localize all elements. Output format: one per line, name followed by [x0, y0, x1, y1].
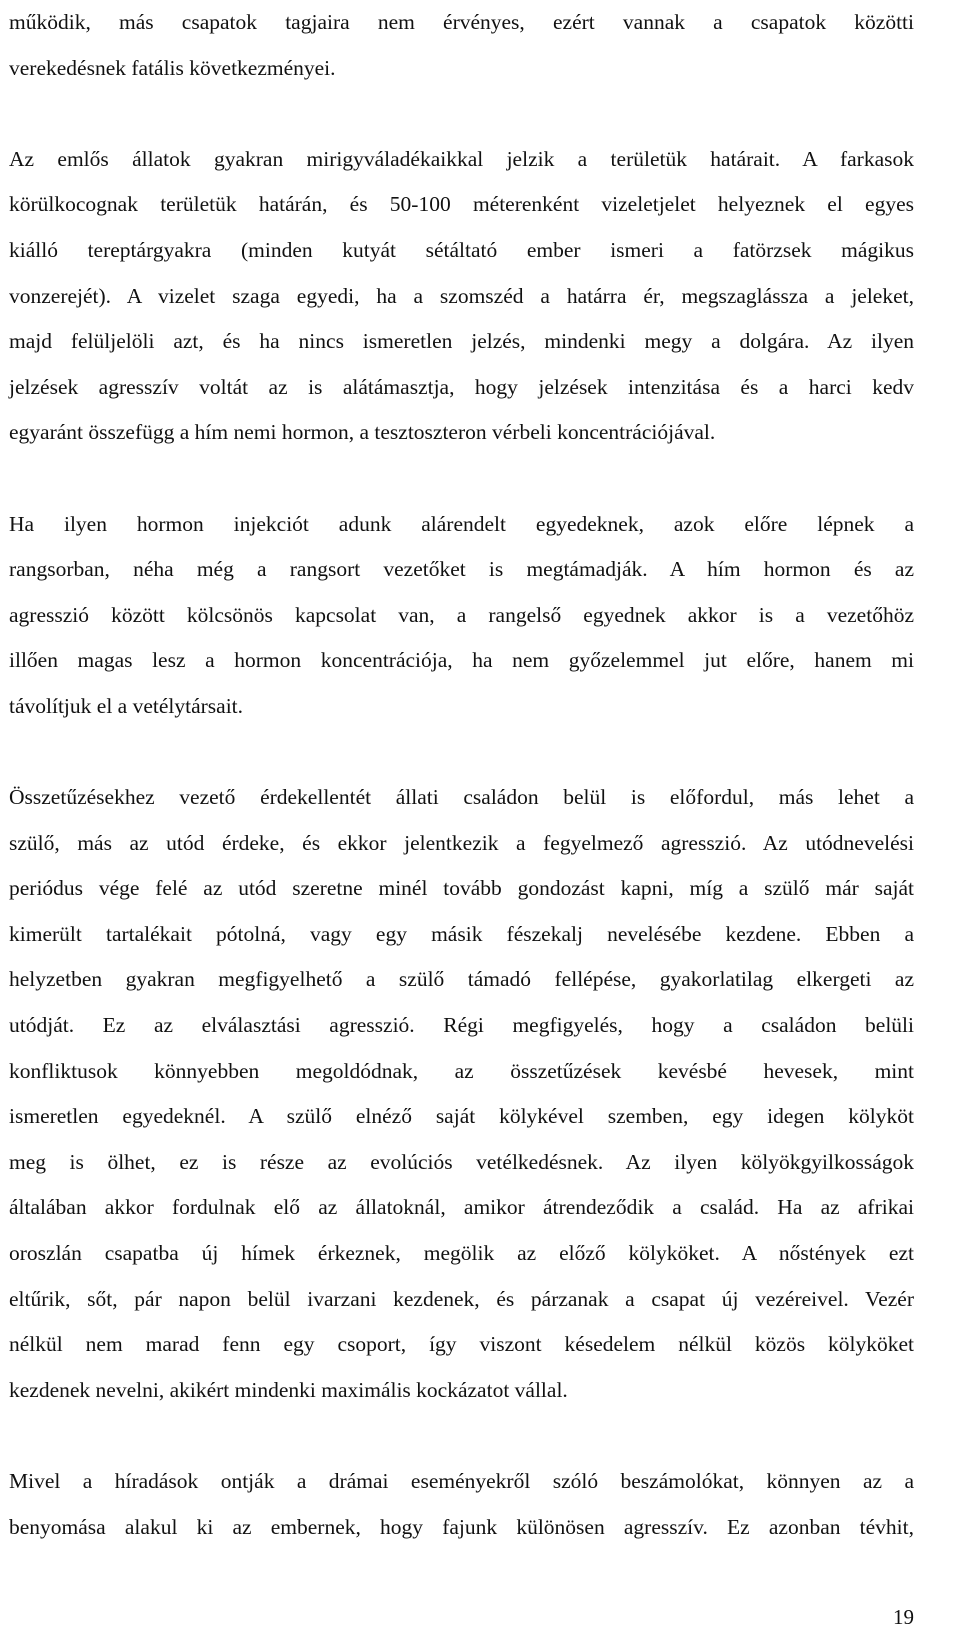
- text-line: nélkül nem marad fenn egy csoport, így viszont késedelem nélkül közös kölyköket: [9, 1332, 914, 1357]
- text-line: távolítjuk el a vetélytársait.: [9, 693, 244, 718]
- paragraph-1: [9, 0, 914, 91]
- text-line: Az emlős állatok gyakran mirigyváladékaikkal jelzik a területük határait. A farkasok: [9, 146, 914, 171]
- text-line: Ha ilyen hormon injekciót adunk alárendelt egyedeknek, azok előre lépnek a: [9, 511, 914, 536]
- text-line: rangsorban, néha még a rangsort vezetőket is megtámadják. A hím hormon és az: [9, 557, 914, 582]
- text-line: Összetűzésekhez vezető érdekellentét állati családon belül is előfordul, más lehet a: [9, 785, 914, 810]
- page-number: 19: [893, 1605, 914, 1629]
- text-line: jelzések agresszív voltát az is alátámasztja, hogy jelzések intenzitása és a harci kedv: [9, 374, 914, 399]
- text-line: ismeretlen egyedeknél. A szülő elnéző saját kölykével szemben, egy idegen kölyköt: [9, 1104, 914, 1129]
- body-text: [9, 0, 914, 1550]
- text-line: kiálló tereptárgyakra (minden kutyát sétáltató ember ismeri a fatörzsek mágikus: [9, 237, 914, 262]
- text-line: egyaránt összefügg a hím nemi hormon, a tesztoszteron vérbeli koncentrációjával.: [9, 420, 716, 445]
- text-line: körülkocognak területük határán, és 50-100 méterenként vizeletjelet helyeznek el egyes: [9, 192, 914, 217]
- paragraph-4: [9, 775, 914, 1413]
- text-line: oroszlán csapatba új hímek érkeznek, megölik az előző kölyköket. A nőstények ezt: [9, 1241, 914, 1266]
- text-line: majd felüljelöli azt, és ha nincs ismeretlen jelzés, mindenki megy a dolgára. Az ilyen: [9, 329, 914, 354]
- text-line: utódját. Ez az elválasztási agresszió. Régi megfigyelés, hogy a családon belüli: [9, 1013, 914, 1038]
- text-line: meg is ölhet, ez is része az evolúciós vetélkedésnek. Az ilyen kölyökgyilkosságok: [9, 1149, 914, 1174]
- text-line: helyzetben gyakran megfigyelhető a szülő támadó fellépése, gyakorlatilag elkergeti az: [9, 967, 914, 992]
- text-line: kezdenek nevelni, akikért mindenki maximális kockázatot vállal.: [9, 1377, 568, 1402]
- paragraph-2: [9, 137, 914, 456]
- paragraph-3: [9, 502, 914, 730]
- text-line: periódus vége felé az utód szeretne minél tovább gondozást kapni, míg a szülő már saját: [9, 876, 914, 901]
- text-line: illően magas lesz a hormon koncentrációja, ha nem győzelemmel jut előre, hanem mi: [9, 648, 914, 673]
- text-line: általában akkor fordulnak elő az állatoknál, amikor átrendeződik a család. Ha az afrikai: [9, 1195, 914, 1220]
- text-line: eltűrik, sőt, pár napon belül ivarzani kezdenek, és párzanak a csapat új vezéreivel. Vezér: [9, 1286, 914, 1311]
- text-line: kimerült tartalékait pótolná, vagy egy másik fészekalj nevelésébe kezdene. Ebben a: [9, 921, 914, 946]
- paragraph-5: [9, 1459, 914, 1550]
- text-line: konfliktusok könnyebben megoldódnak, az összetűzések kevésbé hevesek, mint: [9, 1058, 914, 1083]
- text-line: benyomása alakul ki az embernek, hogy fajunk különösen agresszív. Ez azonban tévhit,: [9, 1514, 914, 1539]
- text-line: vonzerejét). A vizelet szaga egyedi, ha a szomszéd a határra ér, megszaglássza a jeleket,: [9, 283, 914, 308]
- text-line: Mivel a híradások ontják a drámai eseményekről szóló beszámolókat, könnyen az a: [9, 1469, 914, 1493]
- text-line: verekedésnek fatális következményei.: [9, 55, 336, 80]
- text-line: szülő, más az utód érdeke, és ekkor jelentkezik a fegyelmező agresszió. Az utódnevelési: [9, 830, 914, 855]
- text-line: agresszió között kölcsönös kapcsolat van, a rangelső egyednek akkor is a vezetőhöz: [9, 602, 914, 627]
- text-line: működik, más csapatok tagjaira nem érvényes, ezért vannak a csapatok közötti: [9, 10, 914, 34]
